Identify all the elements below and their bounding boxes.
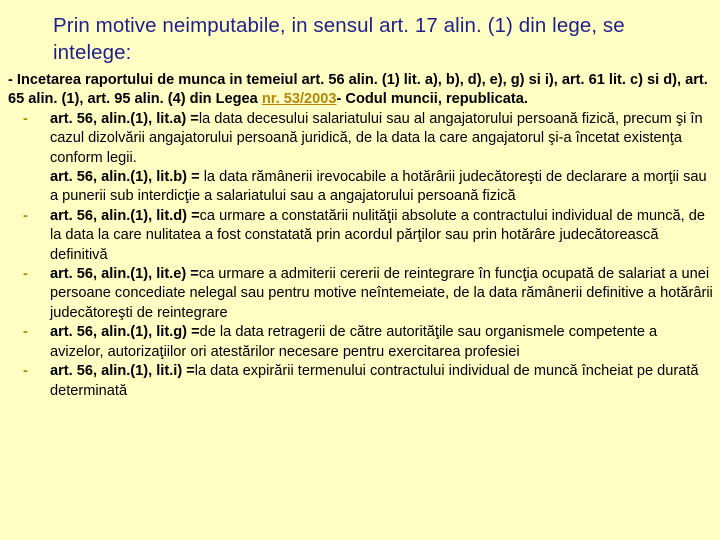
article-reference: art. 56, alin.(1), lit.g) = [50,324,200,341]
intro-paragraph [8,71,714,110]
bullet-paragraph [50,323,714,362]
article-text: de la data retragerii de către autorităţile sau organismele competente a avizelor, autorizaţiilor ori atestărilor necesare pentru exercitarea profesiei [50,324,658,360]
article-reference: art. 56, alin.(1), lit.e) = [50,266,199,283]
article-reference: art. 56, alin.(1), lit.a) = [50,110,199,127]
article-text: la data expirării termenului contractului individual de muncă încheiat pe durată determinată [50,363,699,399]
article-reference: art. 56, alin.(1), lit.b) = [50,169,204,186]
bullet-paragraph [50,207,714,265]
intro-text-before: - Incetarea raportului de munca in temeiul art. 56 alin. (1) lit. a), b), d), e), g) si i), art. 61 lit. c) si d), art. 65 alin. (1), art. 95 alin. (4) din Legea [8,72,708,108]
article-text: la data decesului salariatului sau al angajatorului persoană fizică, precum şi în cazul dizolvării angajatorului persoană juridică, de la data la care angajatorul şi-a încetat existenţa conform legii. [50,110,703,166]
intro-text-after: - Codul muncii, republicata. [336,91,528,108]
article-text: ca urmare a admiterii cererii de reintegrare în funcţia ocupată de salariat a unei persoane concediate nelegal sau pentru motive neîntemeiate, de la data rămânerii definitive a hotărârii judecătoreşti de reintegrare [50,266,713,321]
article-text: la data rămânerii irevocabile a hotărârii judecătoreşti de declarare a morţii sau a punerii sub interdicţie a salariatului sau a angajatorului persoană fizică [50,169,707,205]
bullet-dash: - [23,324,28,341]
bullet-paragraph [50,362,714,401]
law-link[interactable]: nr. 53/2003 [261,91,337,108]
bullet-dash: - [23,363,28,380]
bullet-paragraph [50,168,714,207]
bullet-dash: - [23,266,28,283]
bullet-item-1 [8,110,714,207]
bullet-dash: - [23,207,28,224]
bullet-paragraph [50,110,714,168]
bullet-dash: - [23,110,28,127]
bullet-item-2 [8,207,714,265]
article-reference: art. 56, alin.(1), lit.i) = [50,363,195,380]
bullet-paragraph [50,265,714,323]
slide-content [8,71,714,401]
article-text: ca urmare a constatării nulităţii absolute a contractului individual de muncă, de la data la care nulitatea a fost constatată prin acordul părţilor sau prin hotărâre judecătorească definitivă [50,207,706,263]
bullet-item-3 [8,265,714,323]
bullet-item-4 [8,323,714,362]
article-reference: art. 56, alin.(1), lit.d) = [50,207,200,224]
slide-title: Prin motive neimputabile, in sensul art. 17 alin. (1) din lege, se intelege: [53,14,625,64]
bullet-item-5 [8,362,714,401]
